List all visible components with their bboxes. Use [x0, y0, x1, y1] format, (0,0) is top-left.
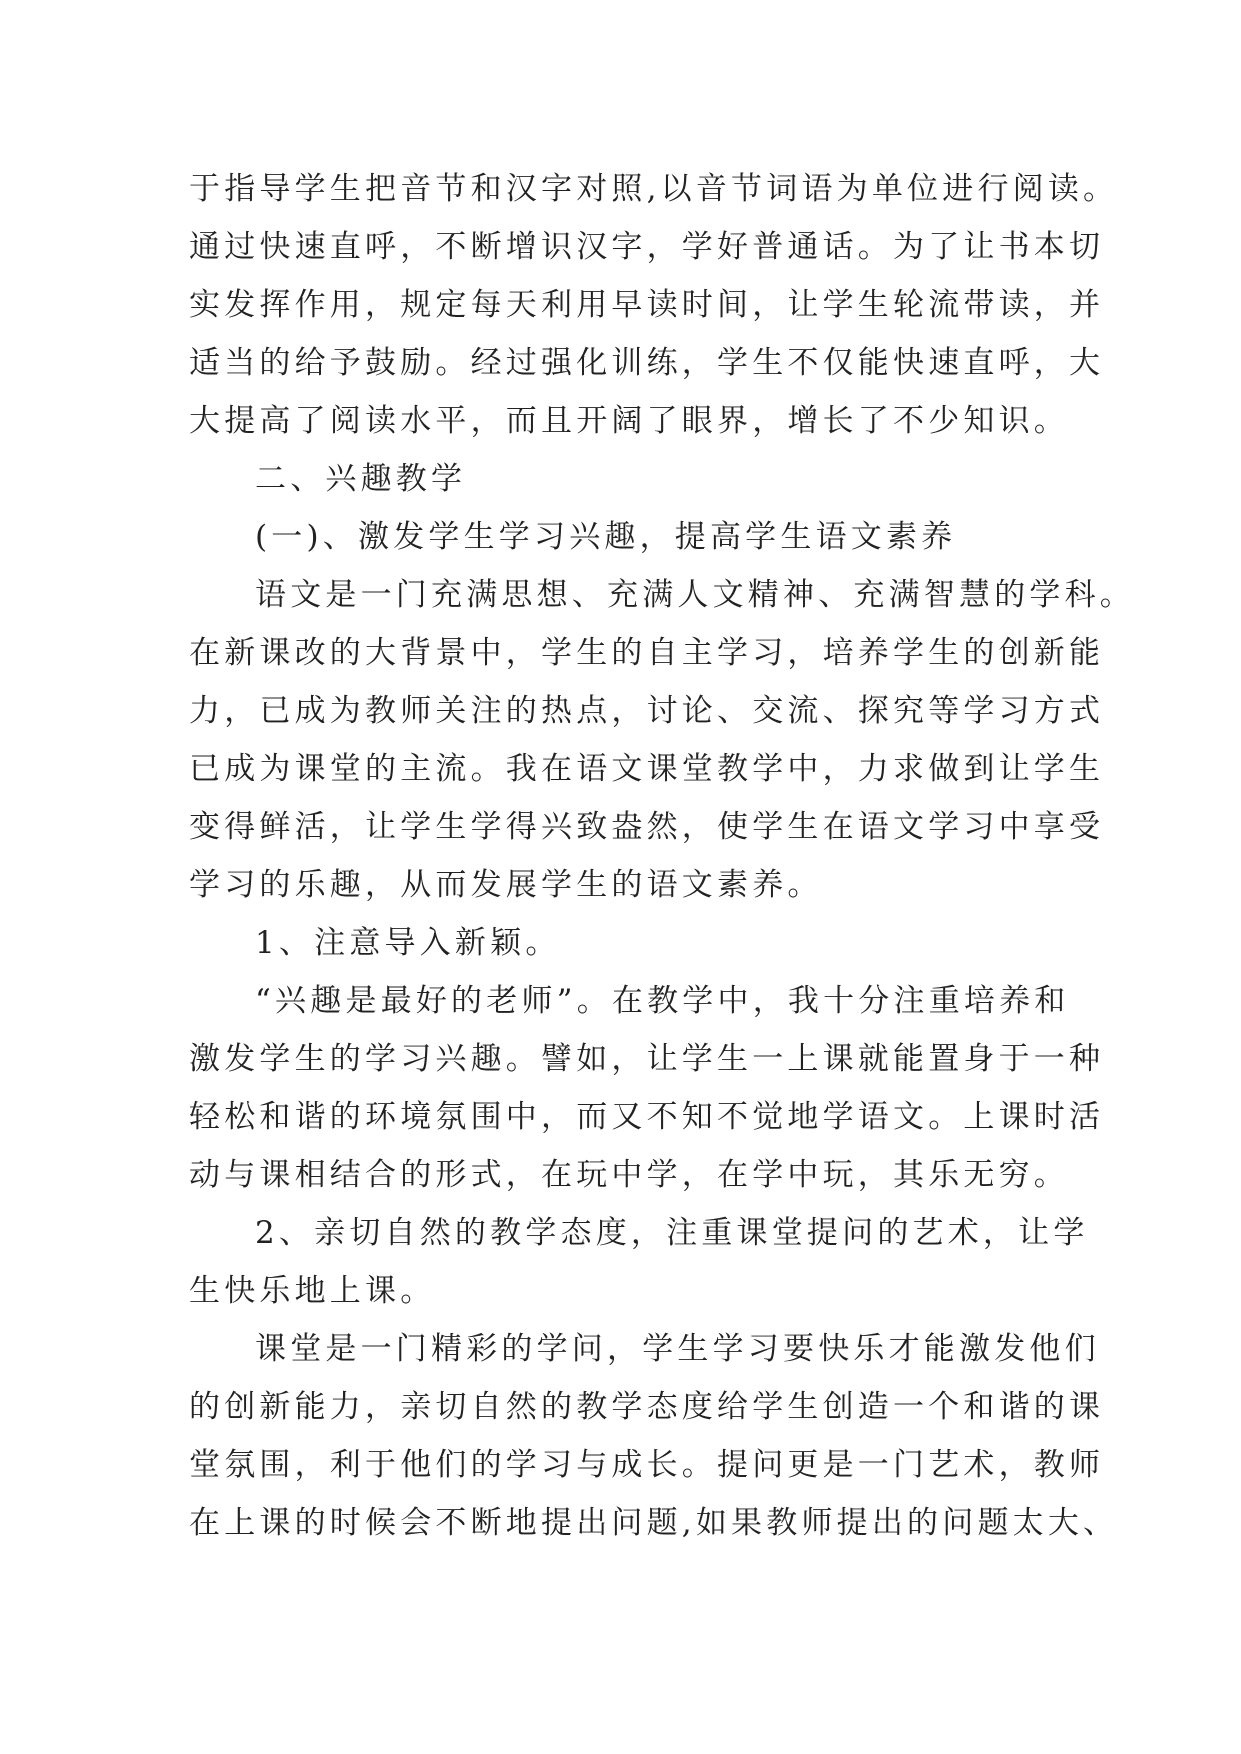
text-line: 在上课的时候会不断地提出问题,如果教师提出的问题太大、	[189, 1505, 1119, 1541]
text-line: 生快乐地上课。	[189, 1273, 436, 1309]
item-heading: 1、注意导入新颖。	[255, 925, 561, 961]
text-line: 适当的给予鼓励。经过强化训练，学生不仅能快速直呼，大	[189, 345, 1105, 381]
text-line: 通过快速直呼，不断增识汉字，学好普通话。为了让书本切	[189, 229, 1105, 265]
text-line: 学习的乐趣，从而发展学生的语文素养。	[189, 867, 823, 903]
item-heading: 2、亲切自然的教学态度，注重课堂提问的艺术，让学	[255, 1215, 1089, 1251]
text-line: 已成为课堂的主流。我在语文课堂教学中，力求做到让学生	[189, 751, 1105, 787]
text-line: 课堂是一门精彩的学问，学生学习要快乐才能激发他们	[255, 1331, 1100, 1367]
text-line: 在新课改的大背景中，学生的自主学习，培养学生的创新能	[189, 635, 1105, 671]
text-line: 大提高了阅读水平，而且开阔了眼界，增长了不少知识。	[189, 403, 1069, 439]
subsection-heading: (一)、激发学生学习兴趣，提高学生语文素养	[255, 519, 957, 555]
text-line: 实发挥作用，规定每天利用早读时间，让学生轮流带读，并	[189, 287, 1105, 323]
section-heading: 二、兴趣教学	[255, 461, 467, 497]
text-line: 动与课相结合的形式，在玩中学，在学中玩，其乐无穷。	[189, 1157, 1069, 1193]
body-text	[189, 160, 1135, 1552]
text-line: 变得鲜活，让学生学得兴致盎然，使学生在语文学习中享受	[189, 809, 1105, 845]
text-line: 语文是一门充满思想、充满人文精神、充满智慧的学科。	[255, 577, 1135, 613]
text-line: 的创新能力，亲切自然的教学态度给学生创造一个和谐的课	[189, 1389, 1105, 1425]
text-line: 力，已成为教师关注的热点，讨论、交流、探究等学习方式	[189, 693, 1105, 729]
text-line: “兴趣是最好的老师”。在教学中，我十分注重培养和	[255, 983, 1070, 1019]
text-line: 轻松和谐的环境氛围中，而又不知不觉地学语文。上课时活	[189, 1099, 1105, 1135]
text-line: 于指导学生把音节和汉字对照,以音节词语为单位进行阅读。	[189, 171, 1119, 207]
text-line: 堂氛围，利于他们的学习与成长。提问更是一门艺术，教师	[189, 1447, 1105, 1483]
text-line: 激发学生的学习兴趣。譬如，让学生一上课就能置身于一种	[189, 1041, 1105, 1077]
